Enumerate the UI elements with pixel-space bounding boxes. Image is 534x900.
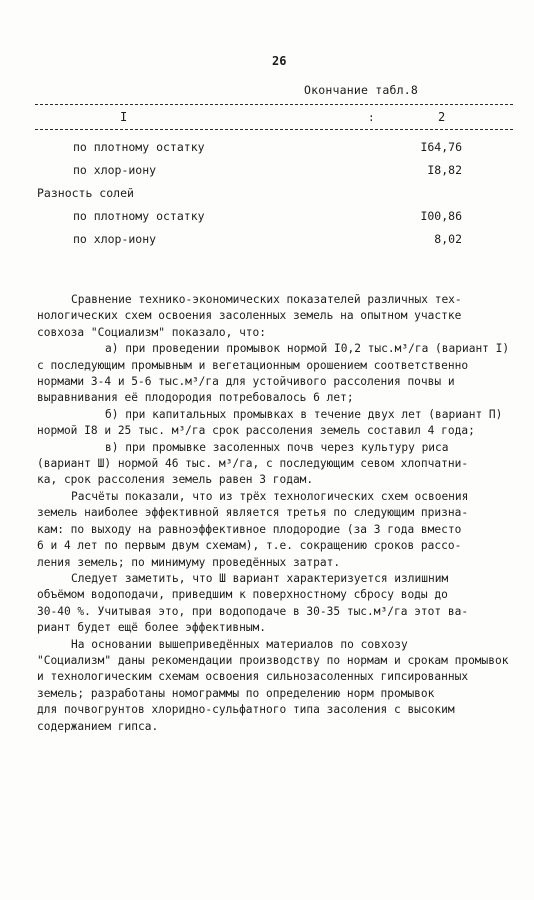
- table-row: [0, 186, 534, 202]
- text-line: (вариант Ш) нормой 46 тыс. м³/га, с последующим севом хлопчатни-: [37, 457, 469, 471]
- row-label: по плотному остатку: [73, 140, 205, 154]
- text-line: кам: по выходу на равноэффективное плодородие (за 3 года вместо: [37, 522, 462, 536]
- row-group-label: Разность солей: [37, 186, 134, 200]
- text-line: нормой I8 и 25 тыс. м³/га срок рассоления земель составил 4 года;: [37, 424, 475, 438]
- text-line: объёмом водоподачи, приведшим к поверхностному сбросу воды до: [37, 588, 448, 602]
- text-line: На основании вышеприведённых материалов по совхозу: [71, 637, 408, 651]
- page-number: 26: [272, 54, 287, 68]
- text-line: Следует заметить, что Ш вариант характеризуется излишним: [71, 571, 449, 585]
- text-line: б) при капитальных промывках в течение двух лет (вариант П): [105, 407, 503, 421]
- text-line: ления земель; по минимуму проведённых затрат.: [37, 555, 341, 569]
- text-line: выравнивания её плодородия потребовалось 6 лет;: [37, 391, 354, 405]
- row-value: I64,76: [420, 140, 462, 154]
- row-label: по плотному остатку: [73, 209, 205, 223]
- table-row: [0, 163, 534, 179]
- text-line: содержанием гипса.: [37, 719, 159, 733]
- text-line: 6 и 4 лет по первым двум схемам), т.е. сокращению сроков рассо-: [37, 539, 462, 553]
- row-value: I00,86: [420, 209, 462, 223]
- table-row: [0, 232, 534, 248]
- text-line: в) при промывке засоленных почв через культуру риса: [105, 440, 449, 454]
- text-line: нологических схем освоения засоленных земель на опытном участке: [37, 309, 462, 323]
- row-value: I8,82: [427, 163, 462, 177]
- text-line: Сравнение технико-экономических показателей различных тех-: [71, 293, 462, 306]
- text-line: с последующим промывным и вегетационным орошением соответственно: [37, 358, 469, 372]
- row-value: 8,02: [434, 232, 462, 246]
- text-line: земель; разработаны номограммы по определению норм промывок: [37, 686, 435, 700]
- text-line: ка, срок рассоления земель равен 3 годам.: [37, 473, 314, 487]
- column-header-2: 2: [438, 110, 446, 124]
- table-top-rule: [35, 104, 513, 105]
- text-line: нормами 3-4 и 5-6 тыс.м³/га для устойчивого рассоления почвы и: [37, 375, 455, 389]
- text-line: "Социализм" даны рекомендации производству по нормам и срокам промывок: [37, 653, 509, 667]
- column-header-1: I: [120, 110, 128, 124]
- text-line: 30-40 %. Учитывая это, при водоподаче в 30-35 тыс.м³/га этот ва-: [37, 604, 469, 618]
- text-line: Расчёты показали, что из трёх технологических схем освоения: [71, 489, 469, 503]
- body-text: [37, 292, 519, 735]
- text-line: риант будет ещё более эффективным.: [37, 621, 267, 635]
- table-header-rule: [35, 129, 513, 130]
- table-row: [0, 140, 534, 156]
- text-line: и технологическим схемам освоения сильнозасоленных гипсированных: [37, 670, 469, 684]
- row-label: по хлор-иону: [73, 163, 157, 177]
- row-label: по хлор-иону: [73, 232, 157, 246]
- text-line: а) при проведении промывок нормой I0,2 тыс.м³/га (вариант I): [105, 342, 510, 356]
- table-caption: Окончание табл.8: [304, 83, 418, 97]
- text-line: для почвогрунтов хлоридно-сульфатного типа засоления с высоким: [37, 703, 455, 717]
- table-row: [0, 209, 534, 225]
- column-separator: :: [368, 111, 375, 124]
- text-line: земель наиболее эффективной является третья по следующим призна-: [37, 506, 469, 520]
- text-line: совхоза "Социализм" показало, что:: [37, 325, 267, 339]
